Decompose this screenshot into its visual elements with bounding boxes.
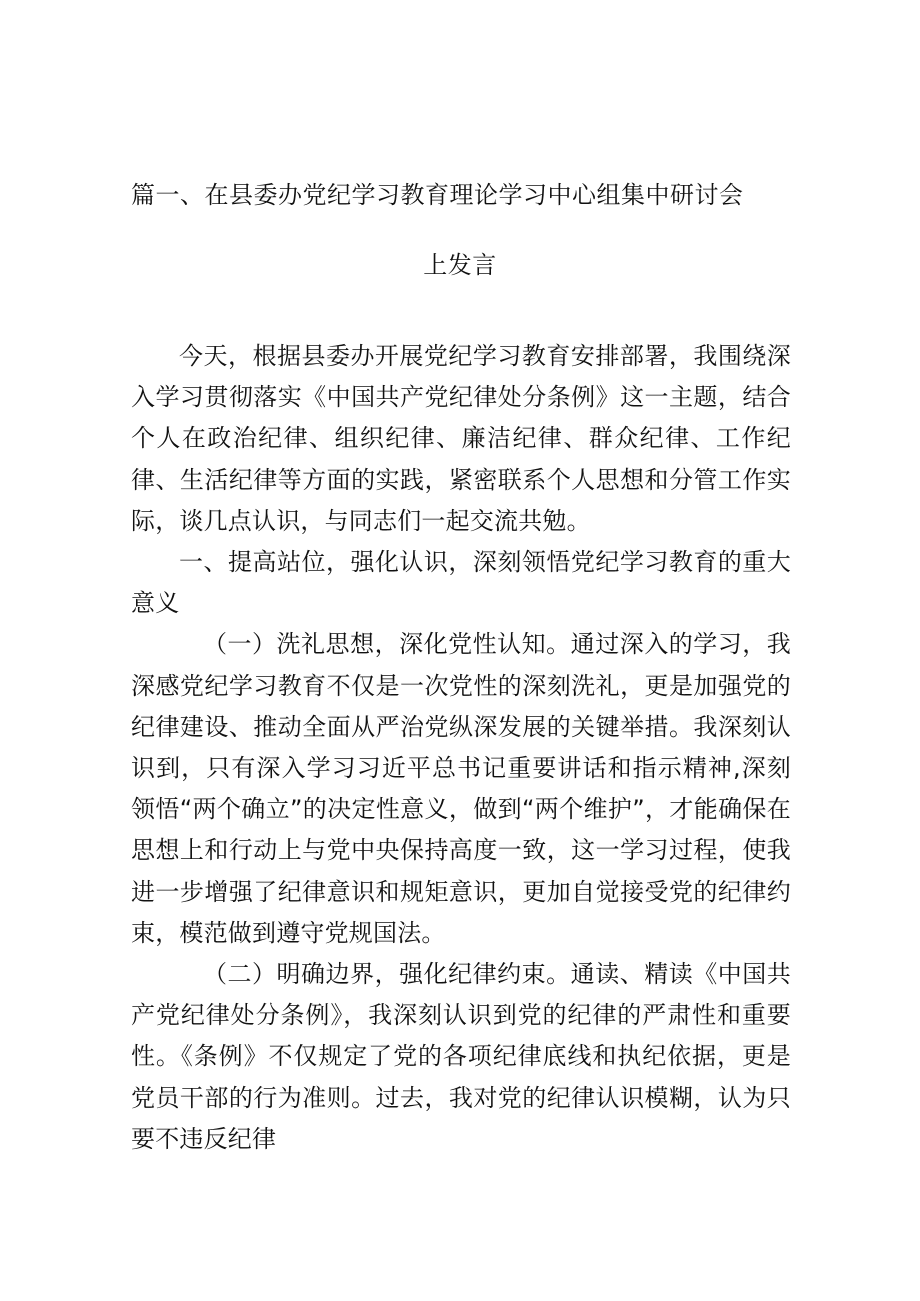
document-body [131,336,791,1160]
paragraph-subsection-2: （二）明确边界，强化纪律约束。通读、精读《中国共产党纪律处分条例》，我深刻认识到党的纪律的严肃性和重要性。《条例》不仅规定了党的各项纪律底线和执纪依据，更是党员干部的行为准则。过去，我对党的纪律认识模糊，认为只要不违反纪律 [131,960,791,1153]
document-title-line-2: 上发言 [423,251,497,279]
paragraph-intro: 今天，根据县委办开展党纪学习教育安排部署，我围绕深入学习贯彻落实《中国共产党纪律处分条例》这一主题，结合个人在政治纪律、组织纪律、廉洁纪律、群众纪律、工作纪律、生活纪律等方面的实践，紧密联系个人思想和分管工作实际，谈几点认识，与同志们一起交流共勉。 [131,342,791,535]
document-title-line-1: 篇一、在县委办党纪学习教育理论学习中心组集中研讨会 [131,181,744,209]
paragraph-subsection-1: （一）洗礼思想，深化党性认知。通过深入的学习，我深感党纪学习教育不仅是一次党性的深刻洗礼，更是加强党的纪律建设、推动全面从严治党纵深发展的关键举措。我深刻认识到，只有深入学习习近平总书记重要讲话和指示精神,深刻领悟“两个确立”的决定性意义，做到“两个维护”，才能确保在思想上和行动上与党中央保持高度一致，这一学习过程，使我进一步增强了纪律意识和规矩意识，更加自觉接受党的纪律约束，模范做到遵守党规国法。 [131,630,791,947]
section-heading-1: 一、提高站位，强化认识，深刻领悟党纪学习教育的重大意义 [131,548,791,618]
